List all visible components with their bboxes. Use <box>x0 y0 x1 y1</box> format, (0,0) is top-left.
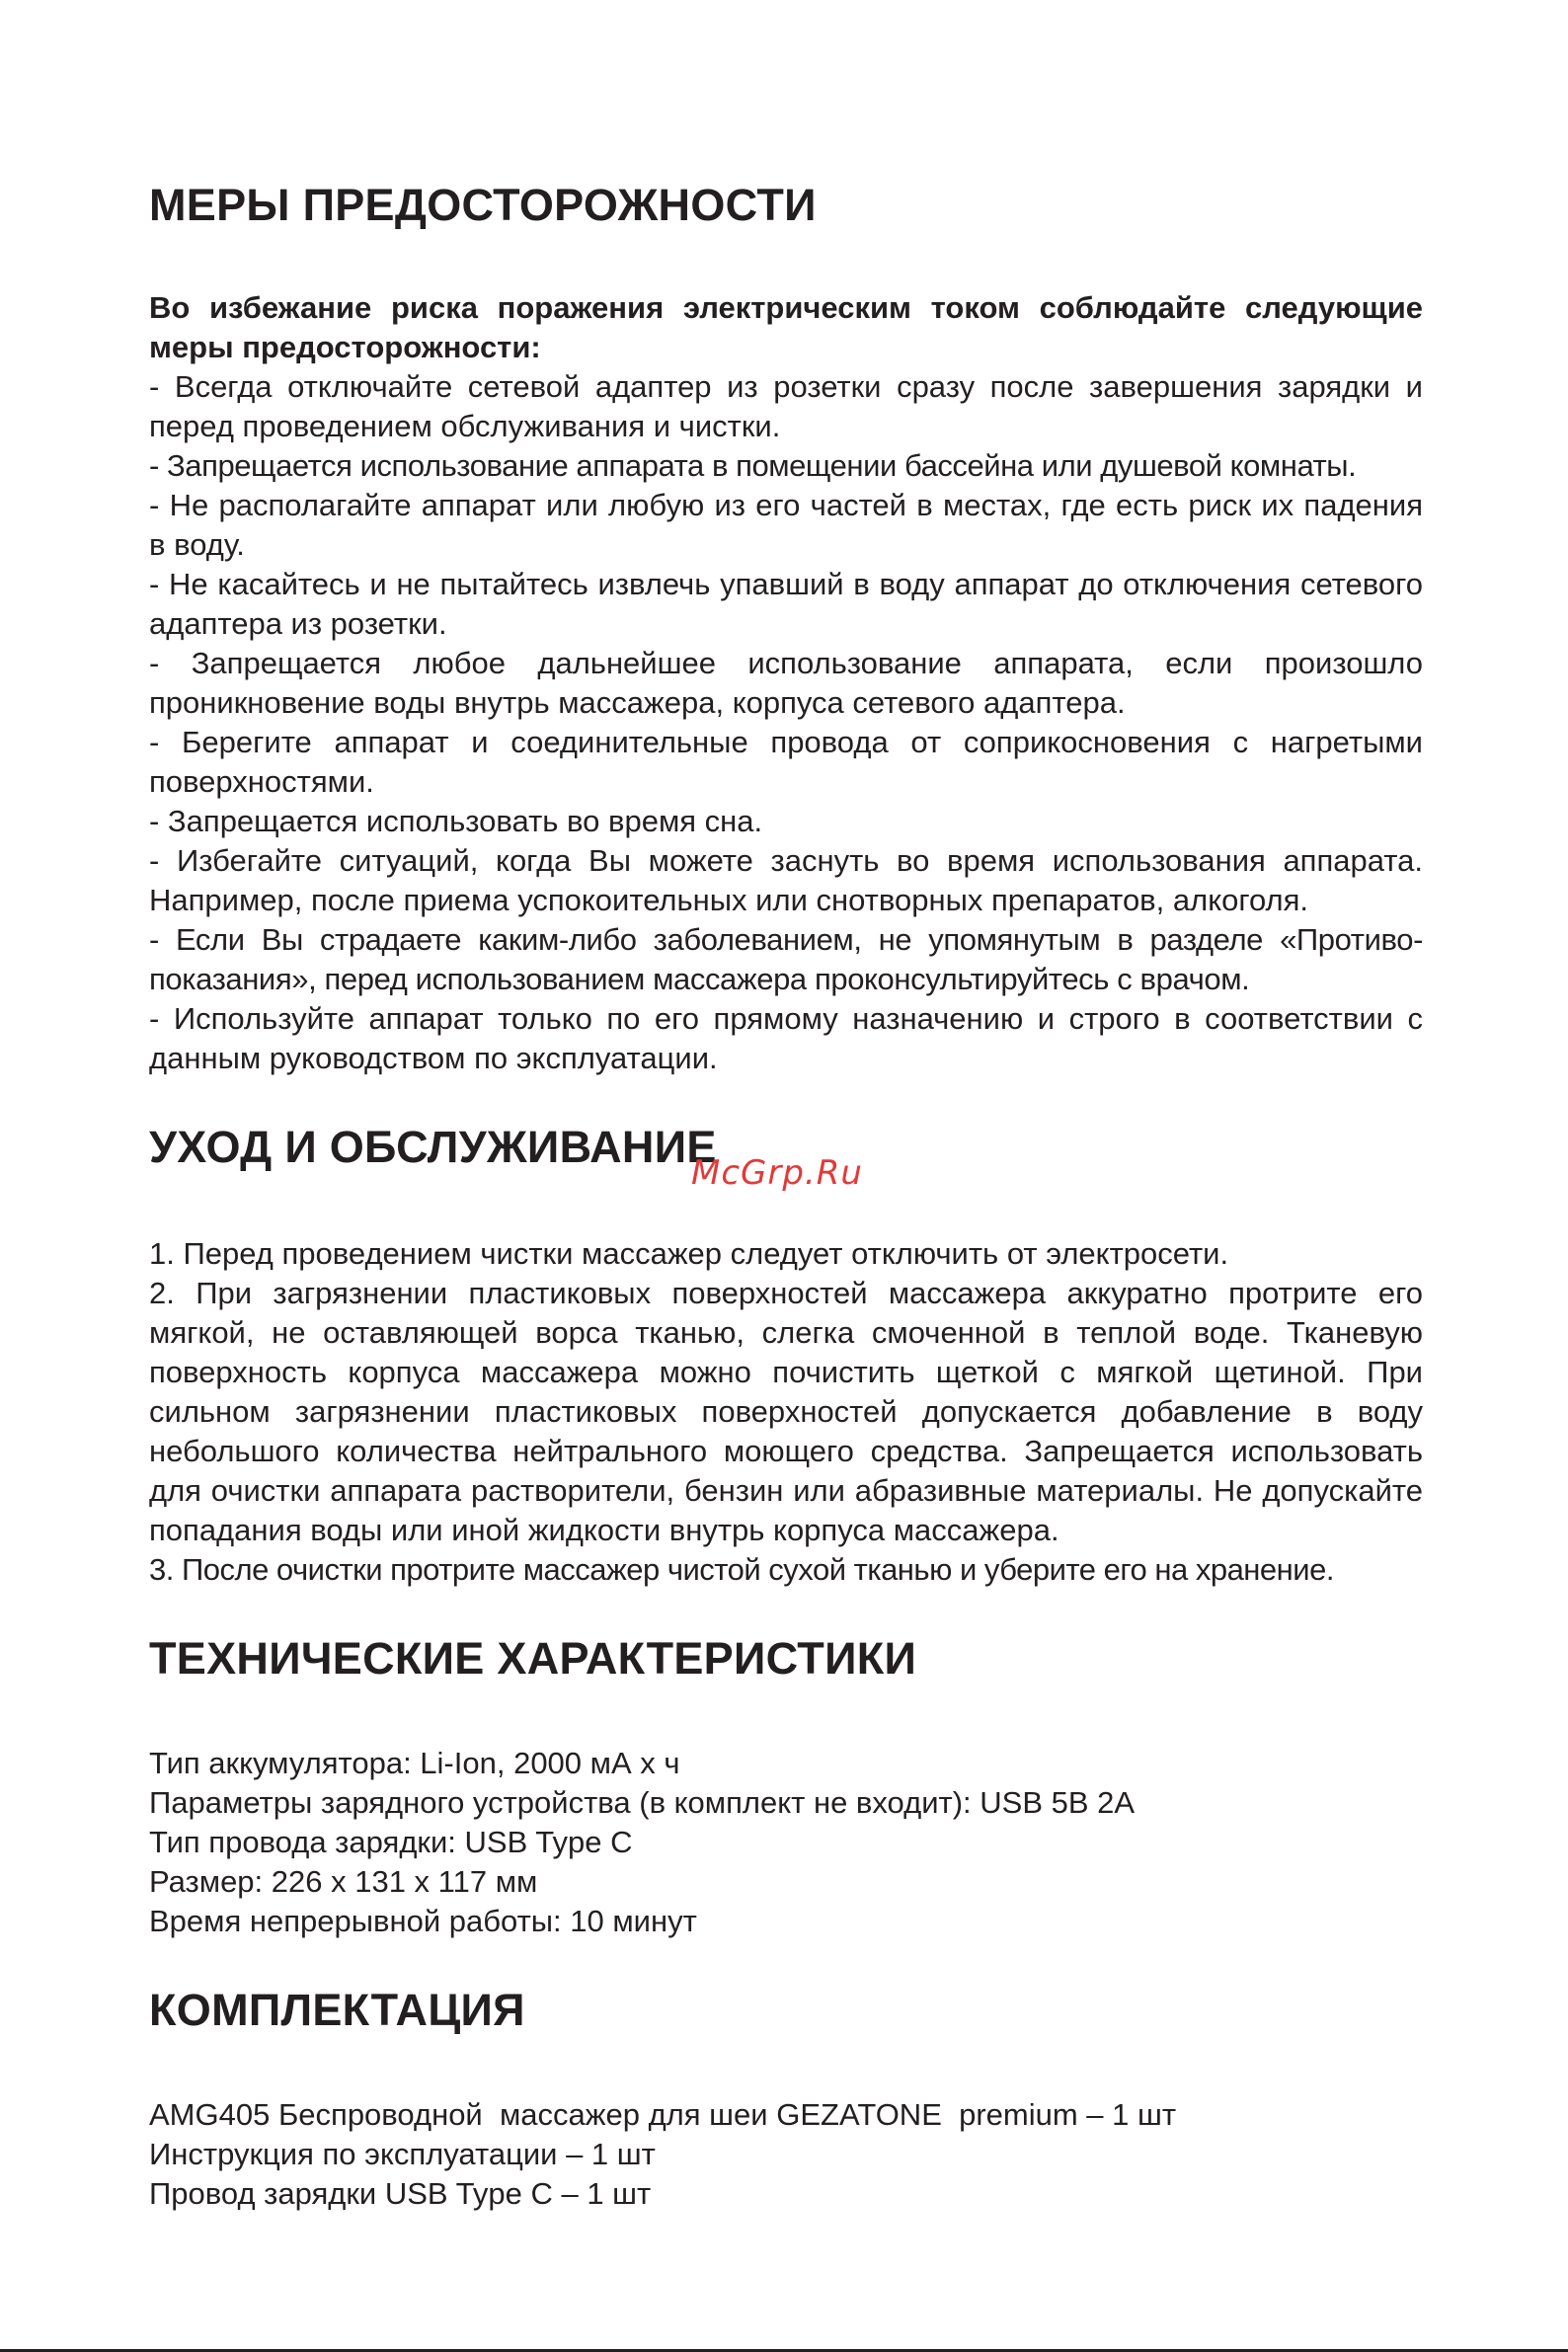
precaution-item: - Избегайте ситуаций, когда Вы можете заснуть во время использования аппарата. Например, после приема успокоительных или снотворных препаратов, алкоголя. <box>149 843 1423 917</box>
kit-item: Провод зарядки USB Type C – 1 шт <box>149 2176 652 2211</box>
spec-item: Параметры зарядного устройства (в комплект не входит): USB 5В 2А <box>149 1785 1136 1820</box>
specs-title: ТЕХНИЧЕСКИЕ ХАРАКТЕРИСТИКИ <box>149 1633 917 1684</box>
spec-item: Размер: 226 х 131 х 117 мм <box>149 1864 538 1899</box>
spec-item: Время непрерывной работы: 10 минут <box>149 1904 697 1938</box>
precautions-lead: Во избежание риска поражения электрическим током соблюдайте следующие меры предосторожности: <box>149 290 1423 364</box>
specs-section <box>149 1629 1423 1941</box>
precaution-item: - Всегда отключайте сетевой адаптер из розетки сразу после завершения зарядки и перед проведением обслуживания и чистки. <box>149 369 1423 443</box>
precaution-item: - Запрещается использование аппарата в помещении бассейна или душевой комнаты. <box>149 448 1357 483</box>
precaution-item: - Запрещается любое дальнейшее использование аппарата, если произошло проникновение воды внутрь массажера, корпуса сетевого адаптера. <box>149 646 1423 720</box>
watermark-text: McGrp.Ru <box>691 1153 863 1193</box>
precautions-section <box>149 176 1423 1078</box>
precaution-item: - Запрещается использовать во время сна. <box>149 804 763 838</box>
care-title: УХОД И ОБСЛУЖИВАНИЕ <box>149 1122 717 1172</box>
kit-item: AMG405 Беспроводной массажер для шеи GEZATONE premium – 1 шт <box>149 2097 1177 2132</box>
care-item: 3. После очистки протрите массажер чистой сухой тканью и уберите его на хранение. <box>149 1552 1334 1587</box>
care-item: 1. Перед проведением чистки массажер следует отключить от электросети. <box>149 1236 1229 1271</box>
precaution-item: - Берегите аппарат и соединительные провода от соприкосновения с нагретыми поверхностями. <box>149 725 1423 799</box>
care-item: 2. При загрязнении пластиковых поверхностей массажера аккуратно протрите его мягкой, не оставляющей ворса тканью, слегка смоченной в теплой воде. Тканевую поверхность корпуса массажера можно почистить щеткой с мягкой щетиной. При сильном загрязнении пластиковых поверхностей допускается добавление в воду небольшого количества нейтрального моющего средства. Запрещается использовать для очистки аппарата растворители, бензин или абразивные материалы. Не допускайте попадания воды или иной жидкости внутрь корпуса массажера. <box>149 1276 1423 1547</box>
spec-item: Тип аккумулятора: Li-Ion, 2000 мА х ч <box>149 1746 680 1780</box>
kit-item: Инструкция по эксплуатации – 1 шт <box>149 2137 656 2171</box>
precautions-title: МЕРЫ ПРЕДОСТОРОЖНОСТИ <box>149 180 817 230</box>
precaution-item: - Не располагайте аппарат или любую из его частей в местах, где есть риск их падения в воду. <box>149 488 1423 562</box>
precaution-item: - Если Вы страдаете каким-либо заболеванием, не упомянутым в разделе «Противо-показания», перед использованием массажера проконсультируйтесь с врачом. <box>149 922 1423 996</box>
kit-title: КОМПЛЕКТАЦИЯ <box>149 1985 525 2035</box>
precaution-item: - Используйте аппарат только по его прямому назначению и строго в соответствии с данным руководством по эксплуатации. <box>149 1001 1423 1075</box>
document-page <box>149 176 1423 2214</box>
spec-item: Тип провода зарядки: USB Type C <box>149 1825 633 1859</box>
precaution-item: - Не касайтесь и не пытайтесь извлечь упавший в воду аппарат до отключения сетевого адаптера из розетки. <box>149 567 1423 641</box>
kit-section <box>149 1981 1423 2214</box>
